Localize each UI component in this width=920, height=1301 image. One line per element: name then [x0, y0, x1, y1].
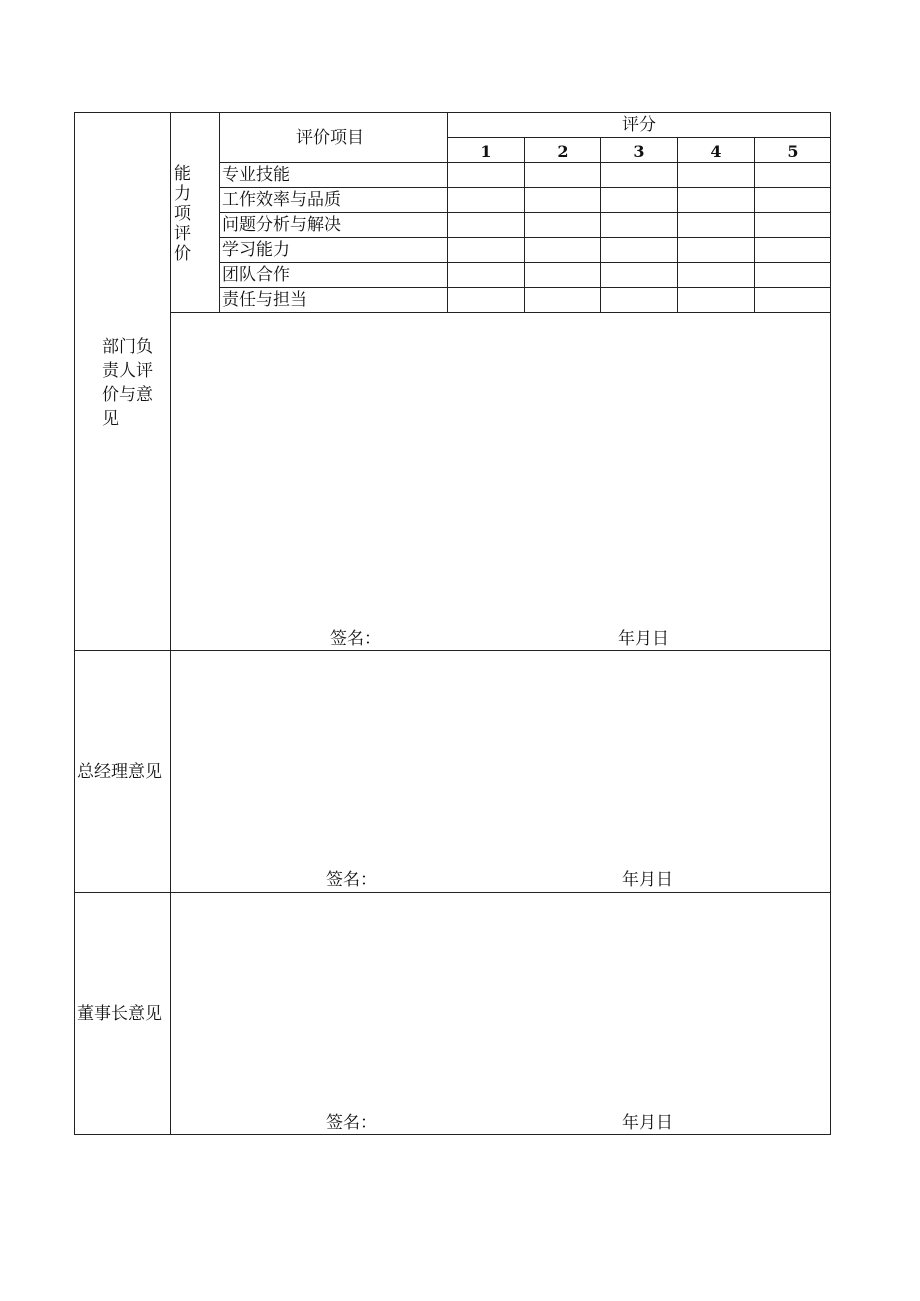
form-table — [74, 112, 831, 1135]
gm-date-label: 年月日 — [622, 870, 673, 890]
evaluation-item-teamwork: 团队合作 — [222, 265, 290, 285]
section-divider — [74, 892, 831, 893]
score-column-header: 4 — [710, 142, 722, 161]
evaluation-grid-bottom — [170, 312, 831, 313]
ability-evaluation-label: 能力项评价 — [174, 164, 191, 264]
score-column-line — [754, 137, 755, 312]
evaluation-items-header: 评价项目 — [296, 128, 364, 148]
gm-section-label: 总经理意见 — [77, 762, 162, 782]
row-line — [220, 262, 831, 263]
score-header: 评分 — [622, 115, 656, 135]
section-divider — [74, 650, 831, 651]
group-column-line — [219, 112, 220, 312]
evaluation-item-efficiency-quality: 工作效率与品质 — [222, 190, 341, 210]
score-column-line — [524, 137, 525, 312]
evaluation-item-responsibility: 责任与担当 — [222, 290, 307, 310]
score-header-divider — [448, 137, 831, 138]
header-bottom-line — [220, 162, 831, 163]
dept-head-signature-label: 签名： — [330, 629, 381, 649]
score-column-header: 3 — [633, 142, 645, 161]
score-column-line — [600, 137, 601, 312]
score-column-line — [677, 137, 678, 312]
evaluation-item-professional-skills: 专业技能 — [222, 165, 290, 185]
chairman-signature-label: 签名： — [326, 1113, 377, 1133]
label-column-line — [170, 112, 171, 1135]
gm-signature-label: 签名： — [326, 870, 377, 890]
score-column-header: 1 — [480, 142, 492, 161]
evaluation-item-learning-ability: 学习能力 — [222, 240, 290, 260]
row-line — [220, 237, 831, 238]
evaluation-item-problem-solving: 问题分析与解决 — [222, 215, 341, 235]
dept-head-section-label: 部门负责人评价与意见 — [102, 337, 153, 429]
row-line — [220, 187, 831, 188]
score-column-header: 5 — [787, 142, 799, 161]
chairman-date-label: 年月日 — [622, 1113, 673, 1133]
score-column-header: 2 — [557, 142, 569, 161]
dept-head-date-label: 年月日 — [618, 629, 669, 649]
chairman-section-label: 董事长意见 — [77, 1004, 162, 1024]
row-line — [220, 212, 831, 213]
row-line — [220, 287, 831, 288]
